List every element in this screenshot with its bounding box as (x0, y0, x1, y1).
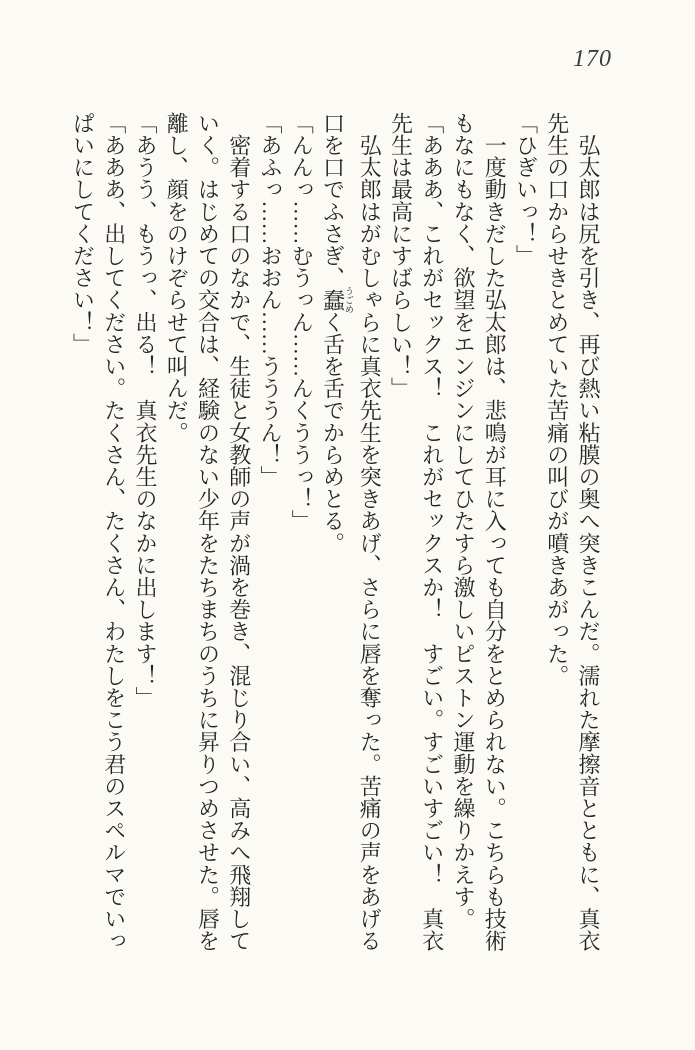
text-line-17: ぱいにしてください！」 (70, 112, 96, 356)
text-line-16: 「あああ、出してください。たくさん、たくさん、わたしをこう君のスペルマでいっ (101, 112, 127, 952)
text-line-11: 「あふっ……おおん……うううん！」 (258, 112, 283, 488)
text-block (67, 112, 604, 958)
text-line-3: 「ひぎいっ！」 (513, 112, 539, 267)
text-line-15: 「あうう、もうっ、出る！ 真衣先生のなかに出します！」 (133, 112, 158, 709)
page-number: 170 (573, 46, 612, 72)
text-line-2: 先生の口からせきとめていた苦痛の叫びが噴きあがった。 (544, 112, 570, 687)
text-line-12: 密着する口のなかで、生徒と女教師の声が渦を巻き、混じり合い、高みへ飛翔して (226, 112, 252, 952)
text-line-10: 「んんっ……むうっん……んくううっ！」 (289, 112, 315, 532)
text-line-6: 「あああ、これがセックス！ これがセックスか！ すごい。すごいすごい！ 真衣 (419, 112, 445, 952)
text-line-8: 弘太郎はがむしゃらに真衣先生を突きあげ、さらに唇を奪った。苦痛の声をあげる (357, 112, 383, 952)
text-line-4: 一度動きだした弘太郎は、悲鳴が耳に入っても自分をとめられない。こちらも技術 (482, 112, 508, 952)
text-line-1: 弘太郎は尻を引き、再び熱い粘膜の奥へ突きこんだ。濡れた摩擦音とともに、真衣 (576, 112, 601, 952)
text-line-13: いく。はじめての交合は、経験のない少年をたちまちのうちに昇りつめさせた。唇を (195, 112, 221, 952)
text-line-5: もなにもなく、欲望をエンジンにしてひたすら激しいピストン運動を繰りかえす。 (451, 112, 476, 930)
ruby-annotated-char: 蠢うごめ (320, 286, 354, 314)
text-line-7: 先生は最高にすばらしい！」 (388, 112, 414, 400)
text-line-9: 口を口でふさぎ、蠢うごめく舌を舌でからめとる。 (320, 112, 354, 555)
text-line-14: 離し、顔をのけぞらせて叫んだ。 (164, 112, 190, 444)
